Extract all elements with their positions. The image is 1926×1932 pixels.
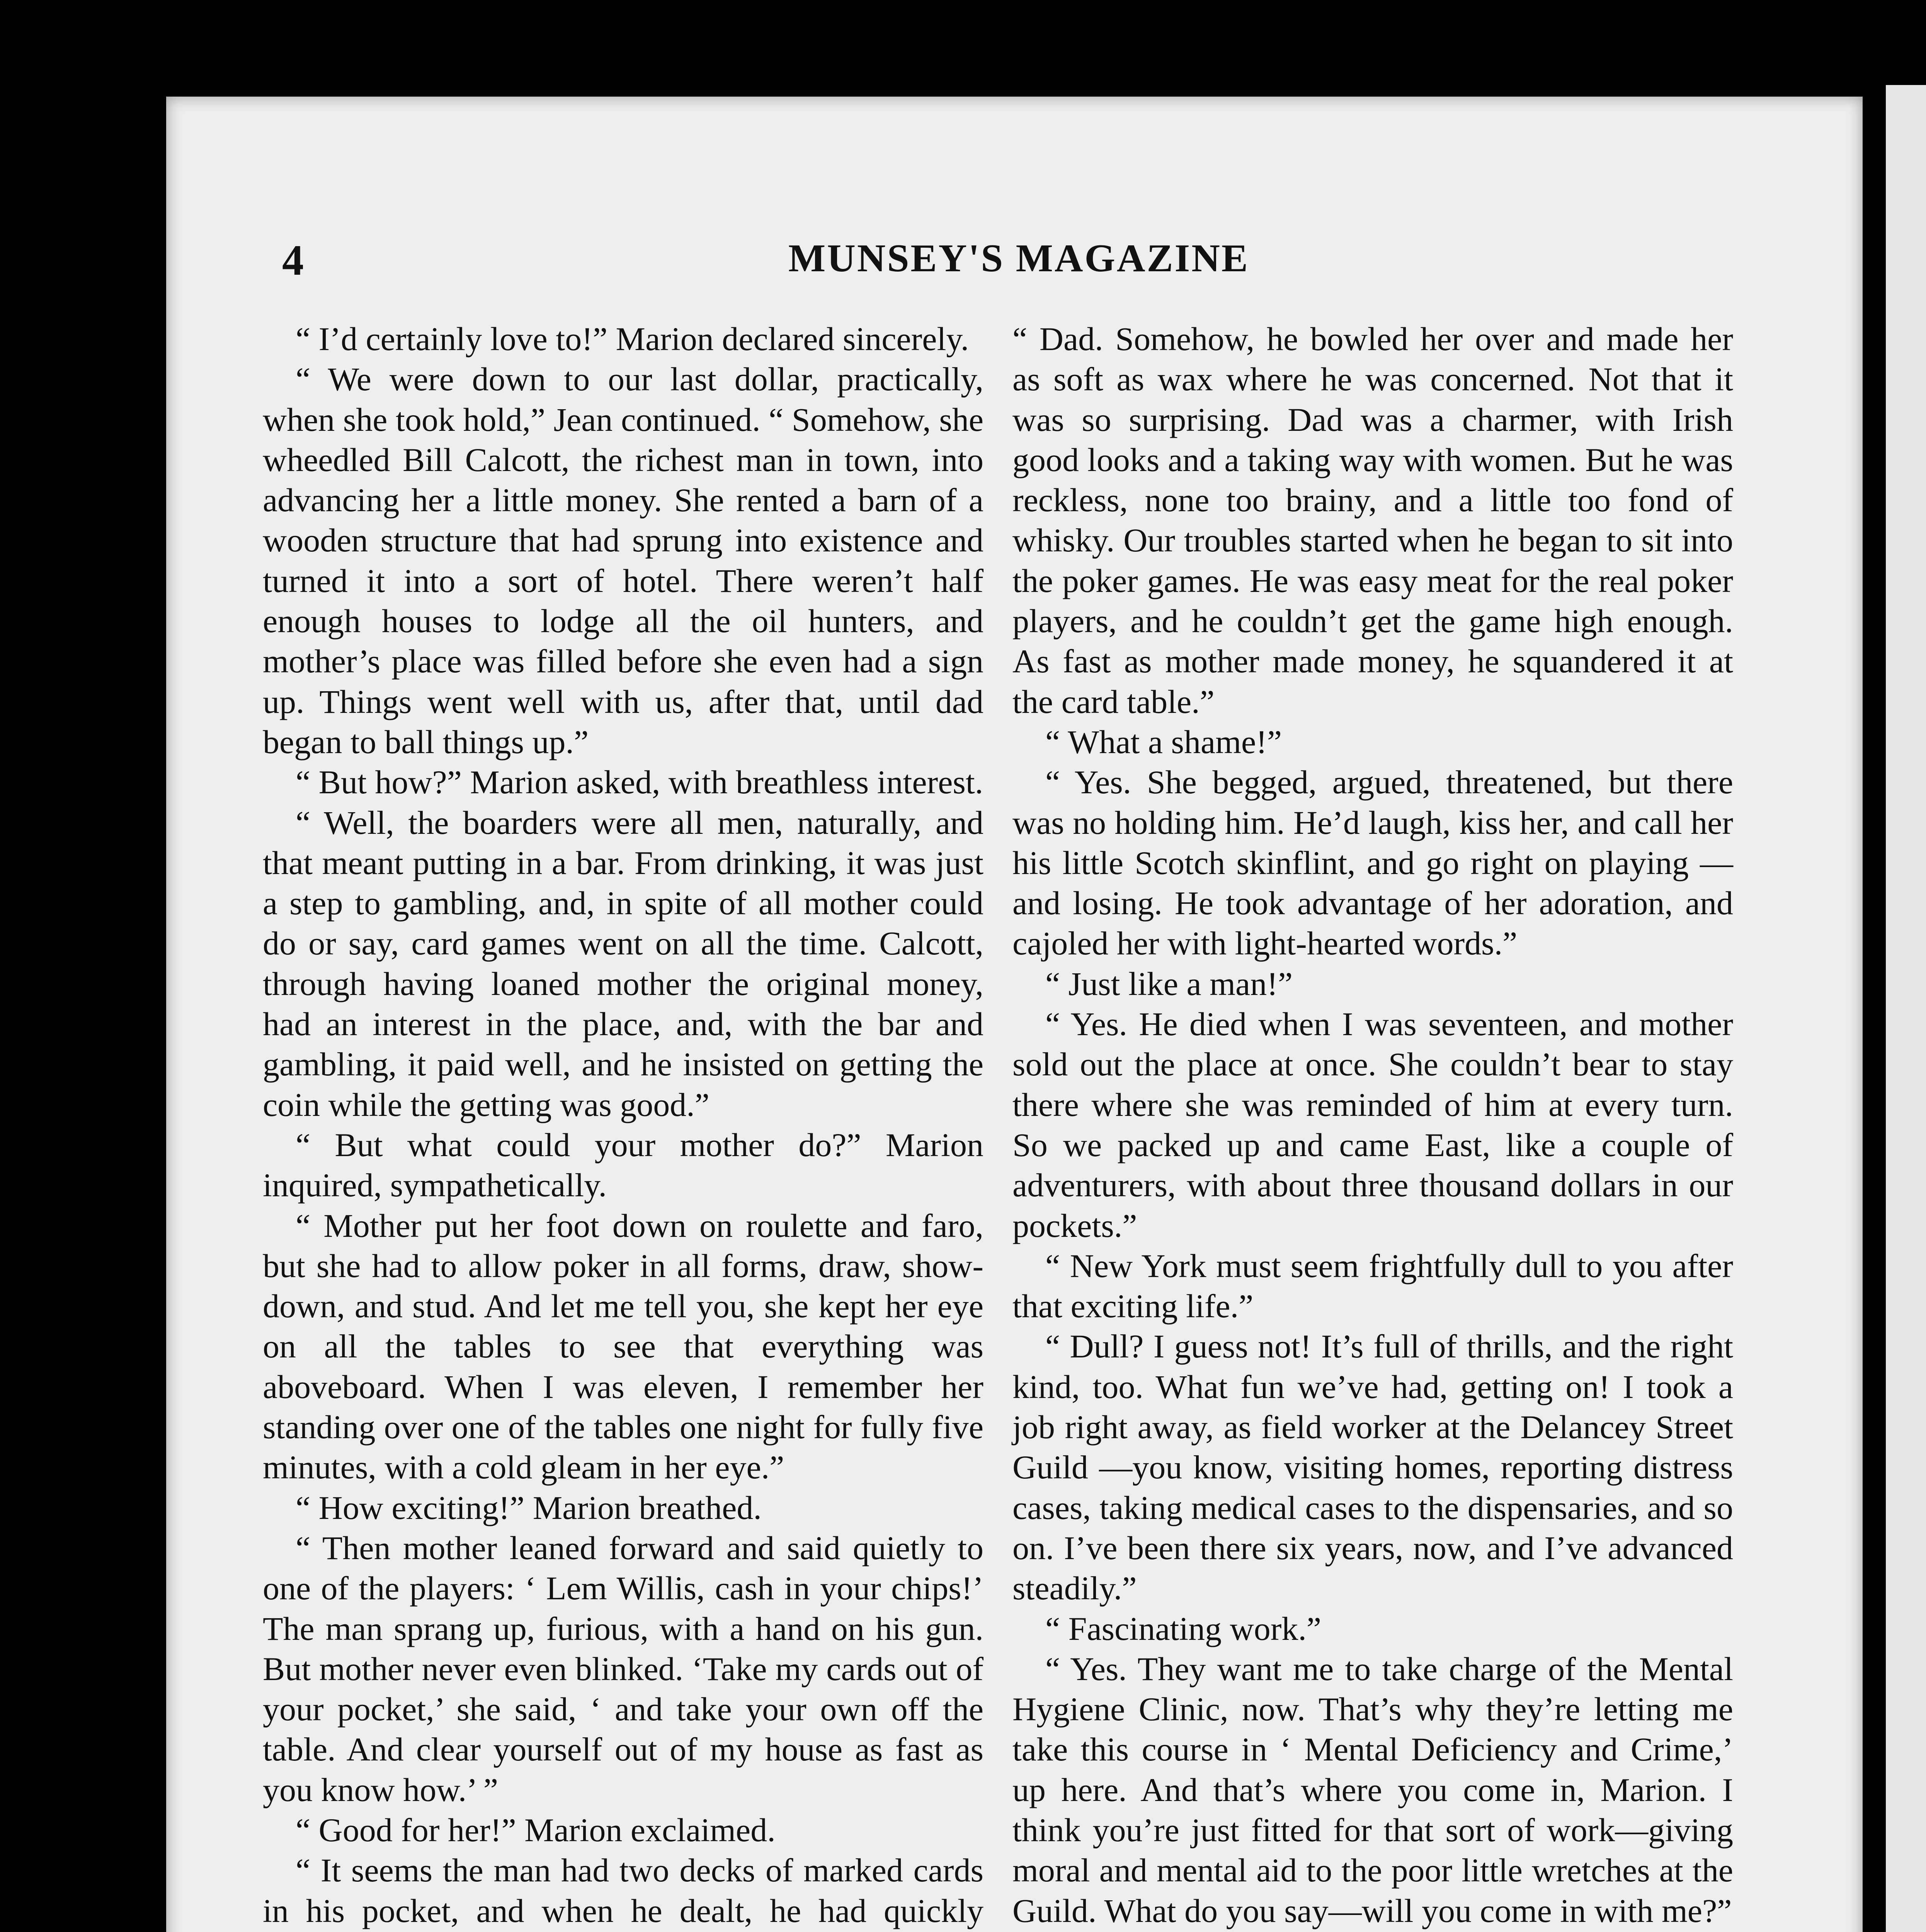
paragraph: “ It seems the man had two decks of marked cards in his pocket, and when he dealt, he had quickly: [263, 1852, 983, 1929]
paragraph: “ Yes. He died when I was seventeen, and mother sold out the place at once. She couldn’t bear to stay there where she was reminded of him at every turn. So we packed up and came East, like a couple of adventurers, with about three thousand dollars in our pockets.”: [1012, 1005, 1733, 1244]
magazine-page: [166, 97, 1863, 1932]
paragraph: “ But what could your mother do?” Marion inquired, sympathetically.: [263, 1126, 983, 1204]
paragraph: “ Fascinating work.”: [1045, 1610, 1322, 1647]
paragraph: “ I’d certainly love to!” Marion declared sincerely.: [296, 320, 969, 357]
paragraph: “ Just like a man!”: [1045, 965, 1293, 1002]
paragraph: “ Yes. She begged, argued, threatened, but there was no holding him. He’d laugh, kiss her, and call her his little Scotch skinflint, and go right on playing — and losing. He took advantage of her adoration, and cajoled her with light-hearted words.”: [1012, 764, 1733, 962]
paragraph: “ But how?” Marion asked, with breathless interest.: [296, 764, 983, 801]
paragraph: “ Dull? I guess not! It’s full of thrills, and the right kind, too. What fun we’ve had, getting on! I took a job right away, as field worker at the Delancey Street Guild —you know, visiting homes, reporting distress cases, taking medical cases to the dispensaries, and so on. I’ve been there six years, now, and I’ve advanced steadily.”: [1012, 1328, 1733, 1607]
paragraph: “ We were down to our last dollar, practically, when she took hold,” Jean continued. “ Somehow, she wheedled Bill Calcott, the richest man in town, into advancing her a little money. She rented a barn of a wooden structure that had sprung into existence and turned it into a sort of hotel. There weren’t half enough houses to lodge all the oil hunters, and mother’s place was filled before she even had a sign up. Things went well with us, after that, until dad began to ball things up.”: [263, 361, 983, 760]
right-text-column: [1012, 319, 1733, 1932]
paragraph: “ Good for her!” Marion exclaimed.: [296, 1811, 776, 1849]
paragraph: “ Yes. They want me to take charge of the Mental Hygiene Clinic, now. That’s why they’re letting me take this course in ‘ Mental Deficiency and Crime,’ up here. And that’s where you come in, Marion. I think you’re just fitted for that sort of work—giving moral and mental aid to the poor little wretches at the Guild. What do you say—will you come in with me?”: [1012, 1650, 1733, 1929]
paragraph: “ How exciting!” Marion breathed.: [296, 1489, 762, 1526]
paragraph: “ What a shame!”: [1045, 723, 1282, 760]
page-header: [166, 236, 1863, 286]
running-head: MUNSEY'S MAGAZINE: [788, 236, 1249, 280]
paragraph: “ Dad. Somehow, he bowled her over and made her as soft as wax where he was concerned. Not that it was so surprising. Dad was a charmer, with Irish good looks and a taking way with women. But he was reckless, none too brainy, and a little too fond of whisky. Our troubles started when he began to sit into the poker games. He was easy meat for the real poker players, and he couldn’t get the game high enough. As fast as mother made money, he squandered it at the card table.”: [1012, 320, 1733, 720]
adjacent-page-edge: [1886, 85, 1926, 1932]
paragraph: “ New York must seem frightfully dull to you after that exciting life.”: [1012, 1247, 1733, 1325]
paragraph: “ Mother put her foot down on roulette and faro, but she had to allow poker in all forms, draw, show-down, and stud. And let me tell you, she kept her eye on all the tables to see that everything was aboveboard. When I was eleven, I remember her standing over one of the tables one night for fully five minutes, with a cold gleam in her eye.”: [263, 1207, 983, 1486]
paragraph: “ Then mother leaned forward and said quietly to one of the players: ‘ Lem Willis, cash in your chips!’ The man sprang up, furious, with a hand on his gun. But mother never even blinked. ‘Take my cards out of your pocket,’ she said, ‘ and take your own off the table. And clear yourself out of my house as fast as you know how.’ ”: [263, 1529, 983, 1808]
left-text-column: [263, 319, 983, 1932]
page-number: 4: [282, 236, 304, 284]
paragraph: “ Well, the boarders were all men, naturally, and that meant putting in a bar. From drinking, it was just a step to gambling, and, in spite of all mother could do or say, card games went on all the time. Calcott, through having loaned mother the original money, had an interest in the place, and, with the bar and gambling, it paid well, and he insisted on getting the coin while the getting was good.”: [263, 804, 983, 1123]
